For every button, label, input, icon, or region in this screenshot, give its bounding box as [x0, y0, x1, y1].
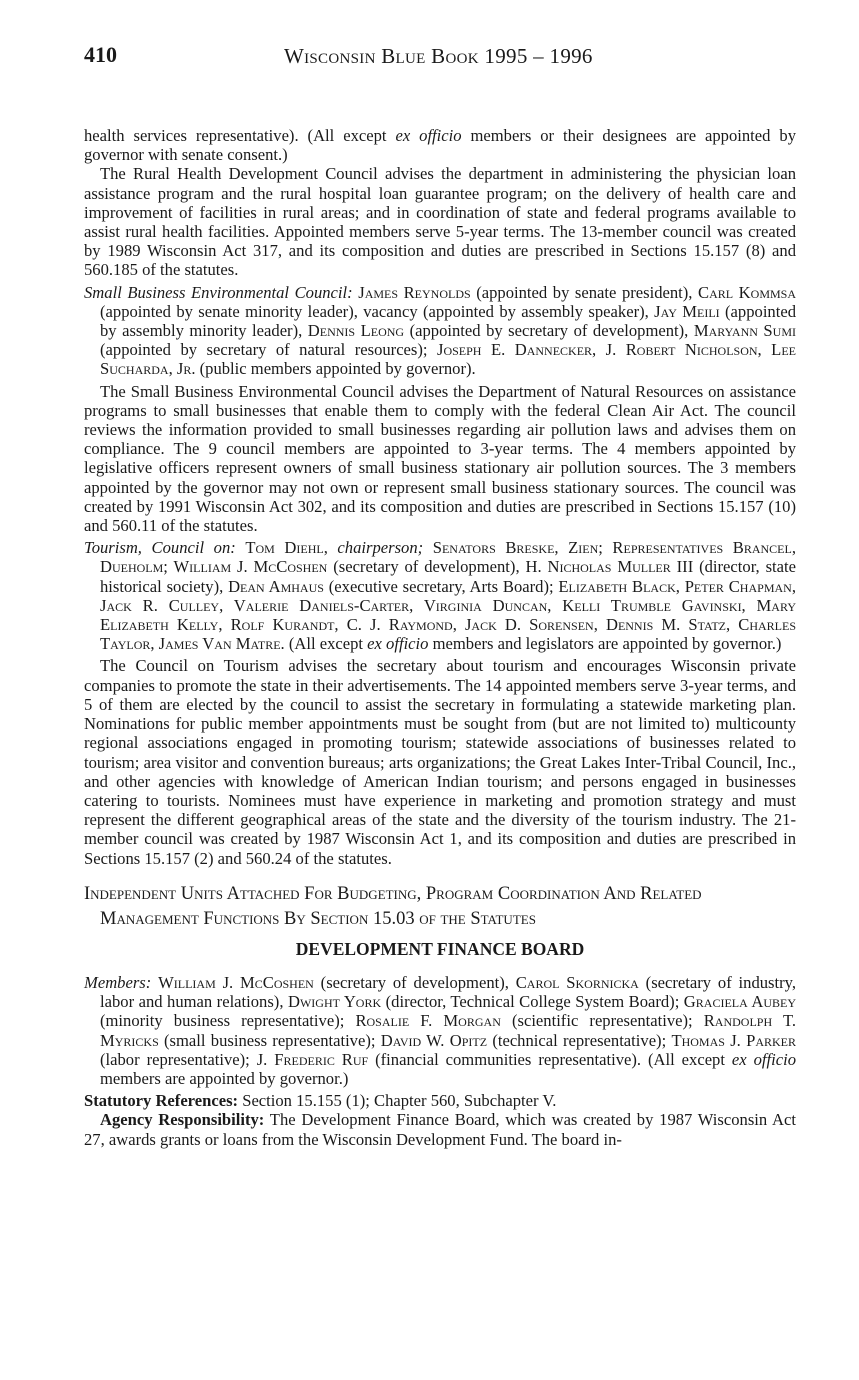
agency-label: Agency Responsibility:: [100, 1110, 265, 1130]
page-number: 410: [84, 42, 117, 67]
statutory-references: Statutory References: Section 15.155 (1); Chapter 560, Subchapter V.: [84, 1091, 557, 1111]
page-header: [84, 42, 802, 72]
rural-health-paragraph: The Rural Health Development Council advises the department in administering the physician loan assistance program and the rural hospital loan guarantee program; on the delivery of health care and improvement of facilities in rural areas; and in coordination of state and federal programs available to assist rural health facilities. Appointed members serve 5-year terms. The 13-member council was created by 1989 Wisconsin Act 317, and its composition and duties are prescribed in Sections 15.157 (8) and 560.185 of the statutes.: [84, 164, 796, 280]
small-business-council-entry: Small Business Environmental Council: James Reynolds (appointed by senate president), Carl Kommsa (appointed by senate minority leader), vacancy (appointed by assembly speaker), Jay Meili (appointed by assembly minority leader), Dennis Leong (appointed by secretary of development), Maryann Sumi (appointed by secretary of natural resources); Joseph E. Dannecker, J. Robert Nicholson, Lee Sucharda, Jr. (public members appointed by governor).: [84, 282, 796, 379]
entry-label: Members:: [84, 972, 152, 992]
board-title: DEVELOPMENT FINANCE BOARD: [295, 938, 585, 959]
continued-paragraph: health services representative). (All except ex officio members or their designees are appointed by governor with senate consent.): [84, 126, 796, 165]
section-heading: Independent Units Attached For Budgeting, Program Coordination And Related Management Functions By Section 15.03 of the Statutes: [84, 883, 702, 929]
board-members-entry: Members: William J. McCoshen (secretary of development), Carol Skornicka (secretary of industry, labor and human relations), Dwight York (director, Technical College System Board); Graciela Aubey (minority business representative); Rosalie F. Morgan (scientific representative); Randolph T. Myricks (small business representative); David W. Opitz (technical representative); Thomas J. Parker (labor representative); J. Frederic Ruf (financial communities representative). (All except ex officio members are appointed by governor.): [84, 972, 797, 1088]
entry-label: Small Business Environmental Council:: [84, 282, 353, 302]
tourism-council-entry: Tourism, Council on: Tom Diehl, chairperson; Senators Breske, Zien; Representatives Brancel, Dueholm; William J. McCoshen (secretary of development), H. Nicholas Muller III (director, state historical society), Dean Amhaus (executive secretary, Arts Board); Elizabeth Black, Peter Chapman, Jack R. Culley, Valerie Daniels-Carter, Virginia Duncan, Kelli Trumble Gavinski, Mary Elizabeth Kelly, Rolf Kurandt, C. J. Raymond, Jack D. Sorensen, Dennis M. Statz, Charles Taylor, James Van Matre. (All except ex officio members and legislators are appointed by governor.): [84, 538, 796, 654]
entry-label: Tourism, Council on:: [84, 538, 236, 558]
running-title: Wisconsin Blue Book 1995 – 1996: [284, 44, 593, 68]
tourism-council-paragraph: The Council on Tourism advises the secretary about tourism and encourages Wisconsin private companies to promote the state in their advertisements. The 14 appointed members serve 3-year terms, and 5 of them are elected by the council to assist the secretary in formulating a statewide marketing plan. Nominations for public member appointments must be sought from (but are not limited to) multicounty regional associations engaged in promoting tourism; statewide associations of businesses related to tourism; area visitor and convention bureaus; arts organizations; the Great Lakes Inter-Tribal Council, Inc., and other agencies with knowledge of American Indian tourism; and persons engaged in businesses catering to tourists. Nominees must have experience in marketing and promotion strategy and must represent the different geographical areas of the state and the diversity of the tourism industry. The 21-member council was created by 1987 Wisconsin Act 1, and its composition and duties are prescribed in Sections 15.157 (2) and 560.24 of the statutes.: [84, 656, 796, 868]
page-body: [84, 126, 796, 1152]
small-business-council-paragraph: The Small Business Environmental Council advises the Department of Natural Resources on assistance programs to small businesses that enable them to comply with the federal Clean Air Act. The council reviews the information provided to small businesses regarding air pollution laws and advises them on compliance. The 9 council members are appointed to 3-year terms. The 4 members appointed by legislative officers represent owners of small business stationary air pollution sources. The 3 members appointed by the governor may not own or represent small business stationary sources. The council was created by 1991 Wisconsin Act 302, and its composition and duties are prescribed in Sections 15.157 (10) and 560.11 of the statutes.: [84, 381, 796, 536]
agency-responsibility: Agency Responsibility: The Development Finance Board, which was created by 1987 Wisconsin Act 27, awards grants or loans from the Wisconsin Development Fund. The board in-: [84, 1110, 796, 1149]
statutory-label: Statutory References:: [84, 1091, 239, 1111]
